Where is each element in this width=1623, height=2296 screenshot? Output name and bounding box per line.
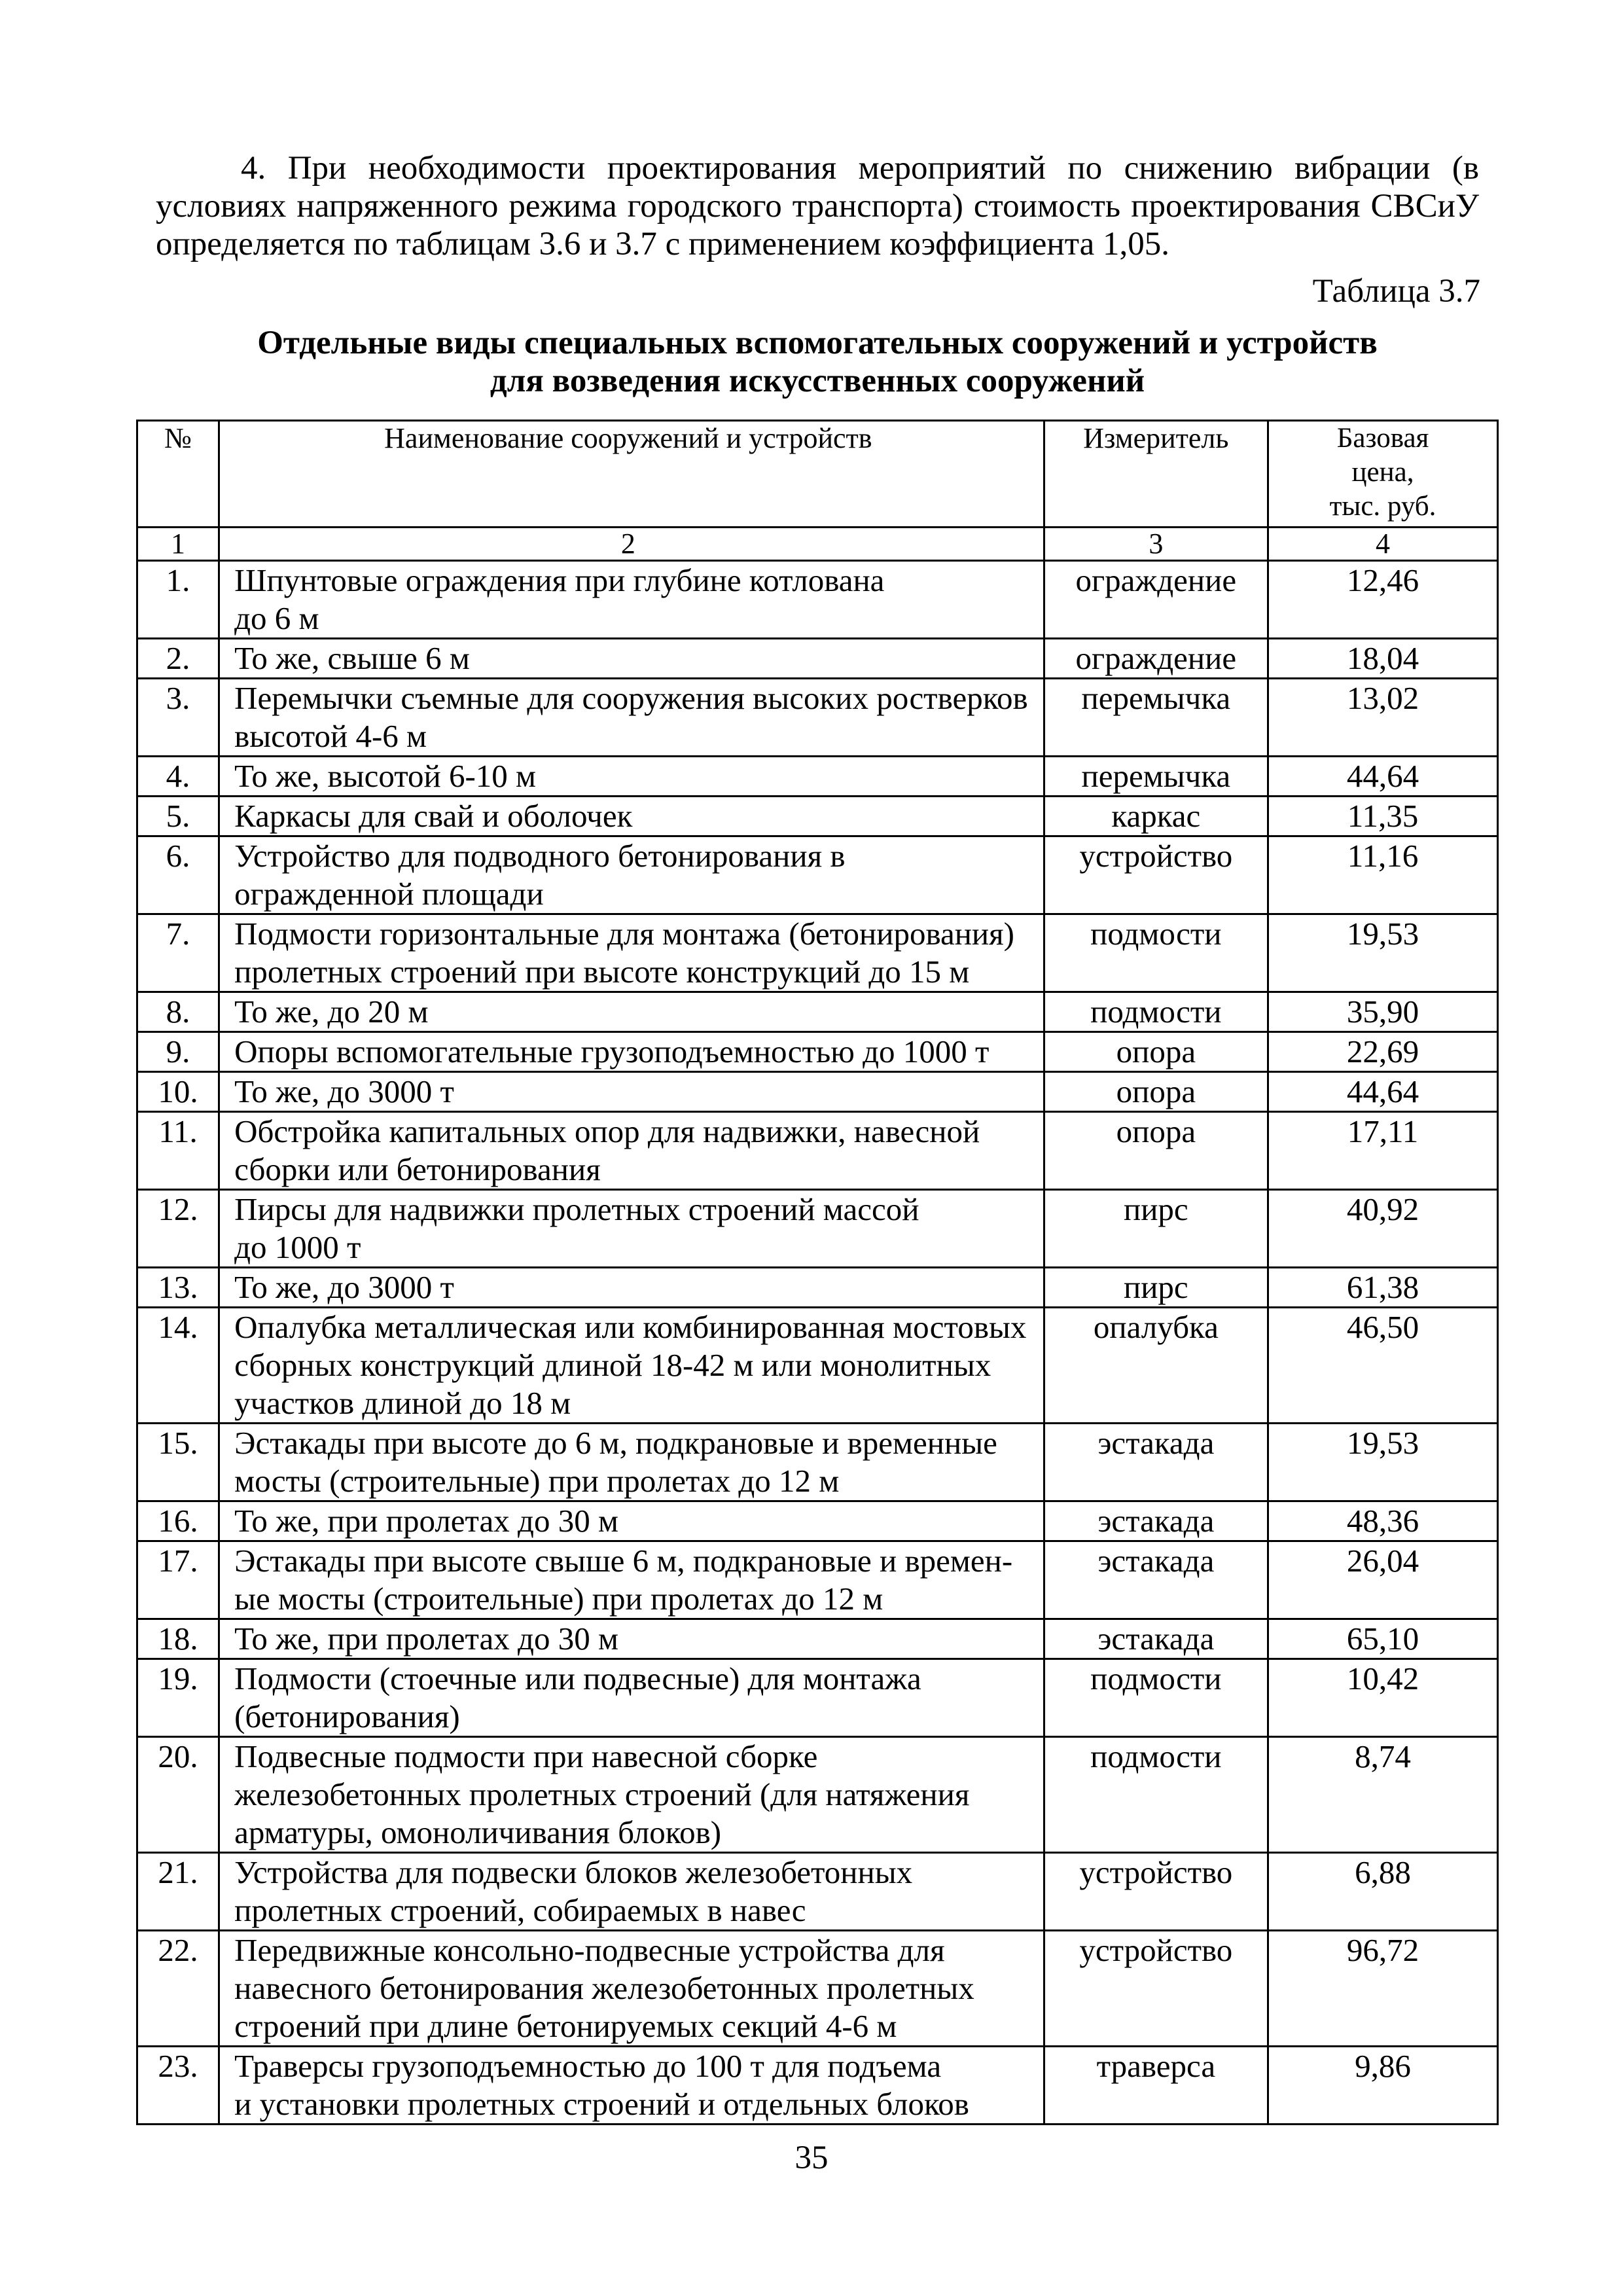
row-name — [219, 1853, 1044, 1931]
table-row — [137, 1659, 1498, 1737]
row-name-line: навесного бетонирования железобетонных пролетных — [234, 1970, 974, 2006]
row-name-line: То же, свыше 6 м — [234, 640, 470, 676]
row-price: 6,88 — [1268, 1853, 1498, 1931]
table-row — [137, 1501, 1498, 1541]
row-number: 3. — [137, 679, 219, 757]
row-name-line: Подмости (стоечные или подвесные) для монтажа — [234, 1660, 921, 1696]
table-row — [137, 561, 1498, 639]
row-name-line: То же, до 3000 т — [234, 1073, 454, 1109]
row-name — [219, 1190, 1044, 1268]
row-name — [219, 1659, 1044, 1737]
row-unit: траверса — [1044, 2047, 1268, 2125]
row-name — [219, 1541, 1044, 1619]
row-name-line: арматуры, омоноличивания блоков) — [234, 1814, 722, 1850]
row-number: 21. — [137, 1853, 219, 1931]
row-name-line: Подмости горизонтальные для монтажа (бетонирования) — [234, 916, 1015, 952]
row-unit: опора — [1044, 1032, 1268, 1072]
row-price: 11,35 — [1268, 797, 1498, 836]
row-name-line: до 6 м — [234, 600, 319, 636]
table-row — [137, 1737, 1498, 1853]
row-number: 4. — [137, 757, 219, 797]
row-name-line: Пирсы для надвижки пролетных строений массой — [234, 1191, 919, 1227]
row-name-line: Передвижные консольно-подвесные устройства для — [234, 1932, 945, 1968]
table-row — [137, 1853, 1498, 1931]
row-name-line: Устройство для подводного бетонирования в — [234, 838, 846, 874]
row-name — [219, 1308, 1044, 1424]
table-row — [137, 1308, 1498, 1424]
row-number: 7. — [137, 914, 219, 992]
column-index-cell: 4 — [1268, 528, 1498, 561]
row-name-line: То же, до 3000 т — [234, 1269, 454, 1305]
table-row — [137, 1112, 1498, 1190]
row-name — [219, 2047, 1044, 2125]
row-number: 16. — [137, 1501, 219, 1541]
column-index-cell: 2 — [219, 528, 1044, 561]
row-number: 14. — [137, 1308, 219, 1424]
row-name-line: мосты (строительные) при пролетах до 12 м — [234, 1463, 840, 1499]
row-name-line: То же, при пролетах до 30 м — [234, 1621, 618, 1657]
row-name — [219, 836, 1044, 914]
row-unit: ограждение — [1044, 561, 1268, 639]
row-number: 5. — [137, 797, 219, 836]
row-price: 35,90 — [1268, 992, 1498, 1032]
row-name — [219, 1931, 1044, 2047]
row-price: 10,42 — [1268, 1659, 1498, 1737]
row-number: 20. — [137, 1737, 219, 1853]
row-name-line: Эстакады при высоте до 6 м, подкрановые и временные — [234, 1425, 997, 1461]
row-price: 48,36 — [1268, 1501, 1498, 1541]
page-number: 35 — [794, 2140, 829, 2176]
row-unit: устройство — [1044, 1853, 1268, 1931]
column-index-row — [137, 528, 1498, 561]
row-number: 11. — [137, 1112, 219, 1190]
table-row — [137, 1424, 1498, 1501]
row-name-line: пролетных строений при высоте конструкций до 15 м — [234, 954, 970, 990]
row-price: 61,38 — [1268, 1268, 1498, 1308]
row-price: 44,64 — [1268, 1072, 1498, 1112]
row-name-line: участков длиной до 18 м — [234, 1385, 571, 1421]
row-unit: перемычка — [1044, 757, 1268, 797]
row-name — [219, 797, 1044, 836]
table-title — [136, 324, 1499, 400]
table-row — [137, 836, 1498, 914]
row-name — [219, 992, 1044, 1032]
row-name-line: Эстакады при высоте свыше 6 м, подкрановые и времен- — [234, 1543, 1013, 1579]
row-price: 9,86 — [1268, 2047, 1498, 2125]
row-number: 10. — [137, 1072, 219, 1112]
row-number: 15. — [137, 1424, 219, 1501]
table-row — [137, 1619, 1498, 1659]
row-name-line: Опалубка металлическая или комбинированная мостовых — [234, 1309, 1027, 1345]
row-number: 23. — [137, 2047, 219, 2125]
intro-paragraph: 4. При необходимости проектирования мероприятий по снижению вибрации (в условиях напряженного режима городского транспорта) стоимость проектирования СВСиУ определяется по таблицам 3.6 и 3.7 с применением коэффициента 1,05. — [156, 150, 1479, 262]
row-name-line: ые мосты (строительные) при пролетах до 12 м — [234, 1581, 883, 1617]
row-number: 18. — [137, 1619, 219, 1659]
row-price: 12,46 — [1268, 561, 1498, 639]
row-name-line: строений при длине бетонируемых секций 4-6 м — [234, 2008, 897, 2044]
table-row — [137, 1268, 1498, 1308]
row-name — [219, 1619, 1044, 1659]
table-row — [137, 914, 1498, 992]
table-title-line1: Отдельные виды специальных вспомогательных сооружений и устройств — [257, 325, 1378, 361]
table-label: Таблица 3.7 — [1312, 273, 1480, 310]
table-row — [137, 992, 1498, 1032]
row-unit: опора — [1044, 1072, 1268, 1112]
row-name-line: Перемычки съемные для сооружения высоких ростверков — [234, 680, 1028, 716]
row-price: 46,50 — [1268, 1308, 1498, 1424]
row-name — [219, 639, 1044, 679]
row-price: 17,11 — [1268, 1112, 1498, 1190]
table-row — [137, 1032, 1498, 1072]
row-number: 1. — [137, 561, 219, 639]
header-price-line3: тыс. руб. — [1329, 491, 1436, 522]
row-name-line: (бетонирования) — [234, 1698, 460, 1734]
row-name — [219, 1424, 1044, 1501]
price-table — [136, 420, 1499, 2125]
row-unit: устройство — [1044, 1931, 1268, 2047]
table-row — [137, 2047, 1498, 2125]
row-price: 19,53 — [1268, 914, 1498, 992]
row-unit: опалубка — [1044, 1308, 1268, 1424]
row-unit: эстакада — [1044, 1541, 1268, 1619]
row-name — [219, 1268, 1044, 1308]
row-name — [219, 1737, 1044, 1853]
row-unit: опора — [1044, 1112, 1268, 1190]
table-row — [137, 639, 1498, 679]
row-unit: эстакада — [1044, 1619, 1268, 1659]
row-name — [219, 561, 1044, 639]
row-price: 22,69 — [1268, 1032, 1498, 1072]
row-name-line: железобетонных пролетных строений (для натяжения — [234, 1776, 970, 1812]
table-row — [137, 1190, 1498, 1268]
row-name-line: Устройства для подвески блоков железобетонных — [234, 1854, 913, 1890]
table-row — [137, 1541, 1498, 1619]
row-price: 18,04 — [1268, 639, 1498, 679]
row-name — [219, 1072, 1044, 1112]
row-unit: перемычка — [1044, 679, 1268, 757]
row-name — [219, 757, 1044, 797]
row-unit: подмости — [1044, 992, 1268, 1032]
header-unit: Измеритель — [1044, 421, 1268, 528]
table-row — [137, 757, 1498, 797]
row-name — [219, 914, 1044, 992]
row-number: 19. — [137, 1659, 219, 1737]
row-number: 8. — [137, 992, 219, 1032]
row-price: 44,64 — [1268, 757, 1498, 797]
row-number: 6. — [137, 836, 219, 914]
header-price — [1268, 421, 1498, 528]
row-name-line: То же, до 20 м — [234, 994, 429, 1030]
row-name — [219, 1032, 1044, 1072]
row-price: 19,53 — [1268, 1424, 1498, 1501]
row-unit: пирс — [1044, 1268, 1268, 1308]
table-title-line2: для возведения искусственных сооружений — [490, 363, 1145, 399]
row-price: 13,02 — [1268, 679, 1498, 757]
row-name-line: Подвесные подмости при навесной сборке — [234, 1738, 818, 1774]
row-name-line: огражденной площади — [234, 876, 544, 912]
row-name — [219, 679, 1044, 757]
row-unit: подмости — [1044, 1659, 1268, 1737]
row-unit: каркас — [1044, 797, 1268, 836]
row-price: 26,04 — [1268, 1541, 1498, 1619]
row-name — [219, 1112, 1044, 1190]
row-unit: подмости — [1044, 914, 1268, 992]
row-name-line: и установки пролетных строений и отдельных блоков — [234, 2086, 969, 2122]
row-name-line: Обстройка капитальных опор для надвижки, навесной — [234, 1113, 980, 1149]
row-number: 22. — [137, 1931, 219, 2047]
row-name-line: до 1000 т — [234, 1229, 361, 1265]
row-unit: подмости — [1044, 1737, 1268, 1853]
column-index-cell: 3 — [1044, 528, 1268, 561]
row-number: 2. — [137, 639, 219, 679]
row-name-line: Каркасы для свай и оболочек — [234, 798, 633, 834]
row-name — [219, 1501, 1044, 1541]
row-number: 13. — [137, 1268, 219, 1308]
row-unit: эстакада — [1044, 1501, 1268, 1541]
row-name-line: То же, высотой 6-10 м — [234, 758, 537, 794]
header-num: № — [137, 421, 219, 528]
row-unit: эстакада — [1044, 1424, 1268, 1501]
row-unit: ограждение — [1044, 639, 1268, 679]
table-header-row — [137, 421, 1498, 528]
table-row — [137, 1931, 1498, 2047]
header-price-line2: цена, — [1351, 457, 1414, 488]
row-price: 11,16 — [1268, 836, 1498, 914]
table-row — [137, 797, 1498, 836]
row-unit: пирс — [1044, 1190, 1268, 1268]
table-body — [137, 561, 1498, 2125]
row-name-line: высотой 4-6 м — [234, 718, 427, 754]
row-price: 40,92 — [1268, 1190, 1498, 1268]
row-name-line: Опоры вспомогательные грузоподъемностью до 1000 т — [234, 1033, 990, 1069]
row-price: 96,72 — [1268, 1931, 1498, 2047]
table-row — [137, 1072, 1498, 1112]
row-price: 8,74 — [1268, 1737, 1498, 1853]
column-index-cell: 1 — [137, 528, 219, 561]
row-name-line: Траверсы грузоподъемностью до 100 т для подъема — [234, 2048, 942, 2084]
row-name-line: сборных конструкций длиной 18-42 м или монолитных — [234, 1347, 991, 1383]
row-number: 9. — [137, 1032, 219, 1072]
row-name-line: сборки или бетонирования — [234, 1151, 601, 1187]
table-row — [137, 679, 1498, 757]
row-number: 12. — [137, 1190, 219, 1268]
header-price-line1: Базовая — [1336, 423, 1429, 454]
header-name: Наименование сооружений и устройств — [219, 421, 1044, 528]
row-name-line: То же, при пролетах до 30 м — [234, 1503, 618, 1539]
row-name-line: пролетных строений, собираемых в навес — [234, 1892, 806, 1928]
row-unit: устройство — [1044, 836, 1268, 914]
row-name-line: Шпунтовые ограждения при глубине котлована — [234, 562, 885, 598]
row-price: 65,10 — [1268, 1619, 1498, 1659]
row-number: 17. — [137, 1541, 219, 1619]
